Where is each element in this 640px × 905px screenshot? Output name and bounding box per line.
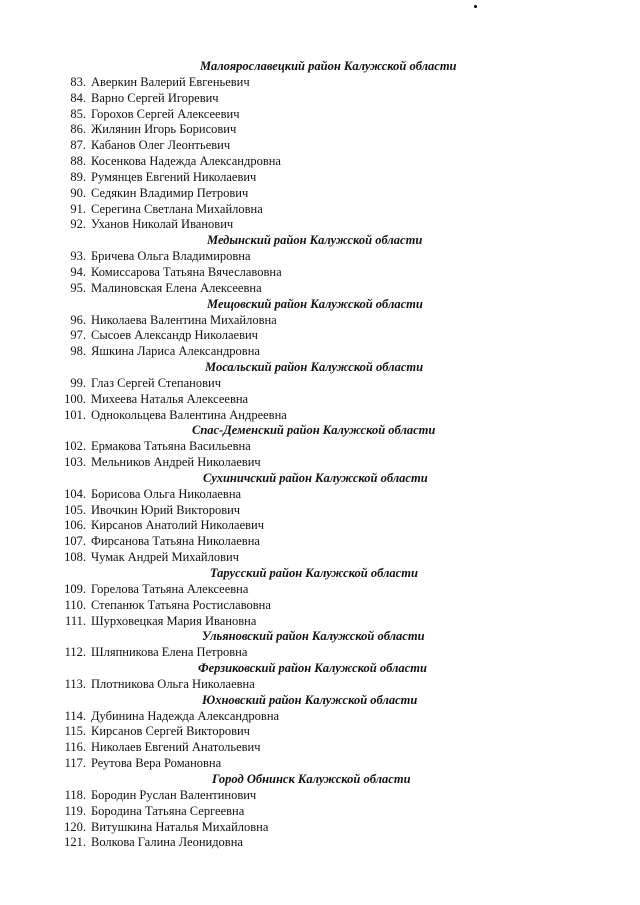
item-number: 97. (70, 328, 86, 343)
item-number: 91. (70, 201, 86, 216)
person-name: Михеева Наталья Алексеевна (91, 391, 249, 406)
list-item (0, 281, 640, 297)
item-number: 83. (70, 74, 86, 89)
section-heading: Спас-Деменский район Калужской области (192, 423, 436, 438)
item-number: 109. (64, 581, 86, 596)
list-item (0, 376, 640, 392)
list-item (0, 154, 640, 170)
item-number: 116. (64, 740, 86, 755)
item-number: 101. (64, 407, 86, 422)
list-item (0, 534, 640, 550)
person-name: Николаев Евгений Анатольевич (91, 740, 261, 755)
list-item (0, 724, 640, 740)
item-number: 94. (70, 264, 86, 279)
person-name: Жилянин Игорь Борисович (91, 122, 237, 137)
item-number: 96. (70, 312, 86, 327)
list-item (0, 138, 640, 154)
item-number: 105. (64, 502, 86, 517)
item-number: 92. (70, 217, 86, 232)
section-heading: Город Обнинск Калужской области (212, 771, 411, 786)
person-name: Однокольцева Валентина Андреевна (91, 407, 287, 422)
item-number: 107. (64, 534, 86, 549)
section-heading: Юхновский район Калужской области (202, 692, 418, 707)
item-number: 114. (64, 708, 86, 723)
section-heading: Ферзиковский район Калужской области (198, 661, 427, 676)
list-item (0, 392, 640, 408)
list-item (0, 487, 640, 503)
person-name: Реутова Вера Романовна (91, 756, 222, 771)
list-item (0, 249, 640, 265)
person-name: Плотникова Ольга Николаевна (91, 676, 255, 691)
list-item (0, 170, 640, 186)
section-heading: Малоярославецкий район Калужской области (200, 59, 457, 73)
item-number: 99. (70, 375, 86, 390)
section-heading: Тарусский район Калужской области (210, 566, 418, 580)
list-item (0, 740, 640, 756)
person-name: Комиссарова Татьяна Вячеславовна (91, 264, 282, 279)
item-number: 87. (70, 138, 86, 153)
item-number: 117. (64, 756, 86, 771)
list-item (0, 122, 640, 138)
person-name: Витушкина Наталья Михайловна (91, 819, 269, 834)
person-name: Румянцев Евгений Николаевич (91, 169, 257, 184)
person-name: Сысоев Александр Николаевич (91, 328, 258, 343)
list-item (0, 344, 640, 360)
person-name: Горохов Сергей Алексеевич (91, 106, 240, 121)
person-name: Седякин Владимир Петрович (91, 185, 249, 200)
item-number: 102. (64, 439, 86, 454)
list-item (0, 439, 640, 455)
list-item (0, 804, 640, 820)
item-number: 89. (70, 169, 86, 184)
person-name: Аверкин Валерий Евгеньевич (91, 74, 250, 89)
list-item (0, 503, 640, 519)
person-name: Глаз Сергей Степанович (91, 375, 221, 390)
list-item (0, 835, 640, 851)
person-name: Кабанов Олег Леонтьевич (91, 138, 231, 153)
person-name: Уханов Николай Иванович (91, 217, 234, 232)
person-name: Шурховецкая Мария Ивановна (91, 613, 257, 628)
item-number: 84. (70, 90, 86, 105)
list-item (0, 550, 640, 566)
item-number: 121. (64, 835, 86, 850)
item-number: 104. (64, 486, 86, 501)
list-item (0, 328, 640, 344)
list-item (0, 677, 640, 693)
list-item (0, 313, 640, 329)
item-number: 90. (70, 185, 86, 200)
scan-speck (474, 5, 477, 8)
item-number: 86. (70, 122, 86, 137)
list-item (0, 598, 640, 614)
person-name: Ермакова Татьяна Васильевна (91, 439, 251, 454)
person-name: Бричева Ольга Владимировна (91, 249, 251, 264)
name-list (0, 59, 640, 851)
item-number: 120. (64, 819, 86, 834)
list-item (0, 202, 640, 218)
list-item (0, 217, 640, 233)
item-number: 115. (64, 724, 86, 739)
person-name: Косенкова Надежда Александровна (91, 154, 281, 169)
person-name: Николаева Валентина Михайловна (91, 312, 277, 327)
item-number: 88. (70, 154, 86, 169)
list-item (0, 408, 640, 424)
item-number: 113. (64, 676, 86, 691)
list-item (0, 582, 640, 598)
list-item (0, 518, 640, 534)
person-name: Волкова Галина Леонидовна (91, 835, 243, 850)
person-name: Яшкина Лариса Александровна (91, 344, 260, 359)
list-item (0, 107, 640, 123)
person-name: Шляпникова Елена Петровна (91, 645, 248, 660)
person-name: Мельников Андрей Николаевич (91, 455, 261, 470)
item-number: 119. (64, 803, 86, 818)
person-name: Бородин Руслан Валентинович (91, 787, 257, 802)
person-name: Чумак Андрей Михайлович (91, 550, 239, 565)
list-item (0, 756, 640, 772)
list-item (0, 75, 640, 91)
section-heading: Мосальский район Калужской области (205, 360, 424, 375)
item-number: 111. (65, 613, 86, 628)
person-name: Фирсанова Татьяна Николаевна (91, 534, 260, 549)
person-name: Варно Сергей Игоревич (91, 90, 219, 105)
person-name: Горелова Татьяна Алексеевна (91, 581, 249, 596)
list-item (0, 709, 640, 725)
person-name: Серегина Светлана Михайловна (91, 201, 263, 216)
item-number: 98. (70, 344, 86, 359)
item-number: 95. (70, 280, 86, 295)
item-number: 85. (70, 106, 86, 121)
person-name: Малиновская Елена Алексеевна (91, 280, 262, 295)
list-item (0, 614, 640, 630)
list-item (0, 186, 640, 202)
list-item (0, 820, 640, 836)
item-number: 106. (64, 518, 86, 533)
item-number: 110. (64, 597, 86, 612)
person-name: Кирсанов Сергей Викторович (91, 724, 250, 739)
list-item (0, 788, 640, 804)
item-number: 100. (64, 391, 86, 406)
list-item (0, 91, 640, 107)
person-name: Кирсанов Анатолий Николаевич (91, 518, 265, 533)
list-item (0, 645, 640, 661)
person-name: Дубинина Надежда Александровна (91, 708, 280, 723)
list-item (0, 455, 640, 471)
person-name: Ивочкин Юрий Викторович (91, 502, 241, 517)
section-heading: Сухиничский район Калужской области (203, 470, 428, 485)
person-name: Бородина Татьяна Сергеевна (91, 803, 245, 818)
item-number: 103. (64, 455, 86, 470)
item-number: 118. (64, 787, 86, 802)
section-heading: Медынский район Калужской области (207, 233, 423, 248)
item-number: 108. (64, 550, 86, 565)
item-number: 93. (70, 249, 86, 264)
person-name: Степанюк Татьяна Ростиславовна (91, 597, 271, 612)
section-heading: Ульяновский район Калужской области (202, 629, 425, 644)
section-heading: Мещовский район Калужской области (207, 296, 423, 311)
list-item (0, 265, 640, 281)
item-number: 112. (64, 645, 86, 660)
person-name: Борисова Ольга Николаевна (91, 486, 242, 501)
